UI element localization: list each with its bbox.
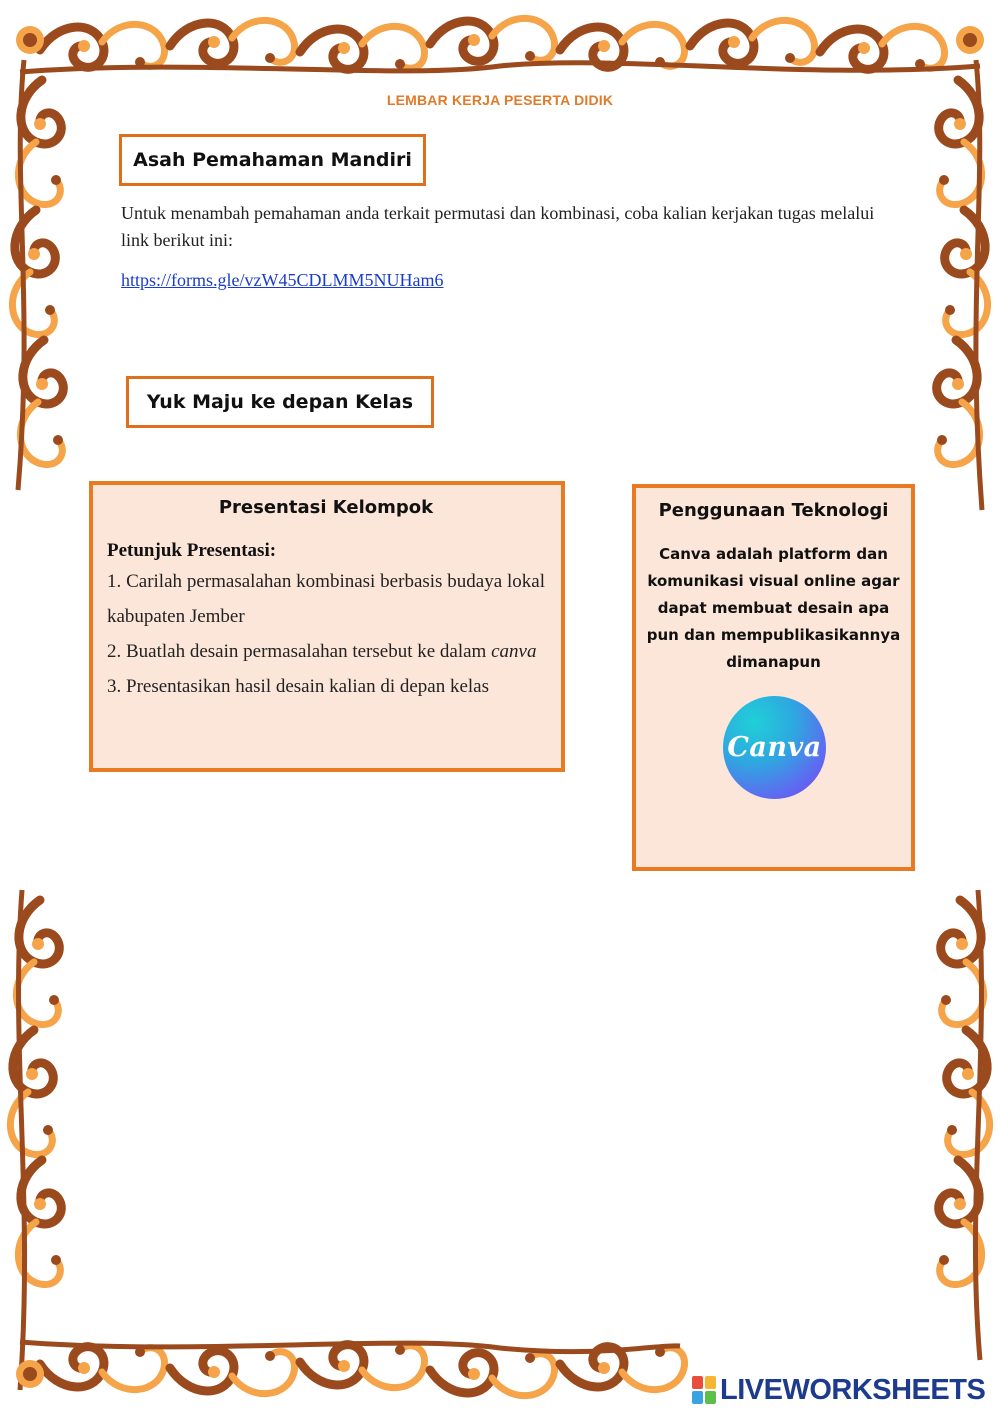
instruction-step-3: 3. Presentasikan hasil desain kalian di depan kelas [107, 676, 490, 697]
instruction-step-1: 1. Carilah permasalahan kombinasi berbasis budaya lokal kabupaten Jember [107, 571, 545, 627]
liveworksheets-text: LIVEWORKSHEETS [720, 1373, 986, 1406]
section-heading-asah-label: Asah Pemahaman Mandiri [133, 149, 412, 171]
teknologi-card [632, 484, 915, 871]
petunjuk-label: Petunjuk Presentasi: [107, 540, 277, 561]
canva-logo-icon [723, 696, 826, 799]
instruction-step-2 [107, 634, 545, 669]
presentasi-card [89, 481, 565, 772]
section-heading-asah [119, 134, 426, 186]
teknologi-card-title: Penggunaan Teknologi [658, 500, 889, 521]
section-heading-yuk-label: Yuk Maju ke depan Kelas [146, 391, 414, 413]
google-form-link[interactable]: https://forms.gle/vzW45CDLMM5NUHam6 [121, 270, 444, 290]
teknologi-description: Canva adalah platform dan komunikasi visual online agar dapat membuat desain apa pun dan mempublikasikannya dimanapun [646, 545, 901, 671]
presentasi-card-title: Presentasi Kelompok [218, 497, 434, 518]
section-heading-yuk [126, 376, 434, 428]
document-title: LEMBAR KERJA PESERTA DIDIK [386, 92, 614, 108]
instruction-step-2-italic: canva [491, 641, 537, 662]
liveworksheets-watermark [692, 1374, 985, 1406]
liveworksheets-logo-icon [692, 1376, 716, 1404]
intro-paragraph: Untuk menambah pemahaman anda terkait permutasi dan kombinasi, coba kalian kerjakan tugas melalui link berikut ini: [121, 203, 875, 250]
canva-logo-text: Canva [727, 732, 822, 763]
instruction-step-2-text: 2. Buatlah desain permasalahan tersebut ke dalam [107, 641, 487, 662]
